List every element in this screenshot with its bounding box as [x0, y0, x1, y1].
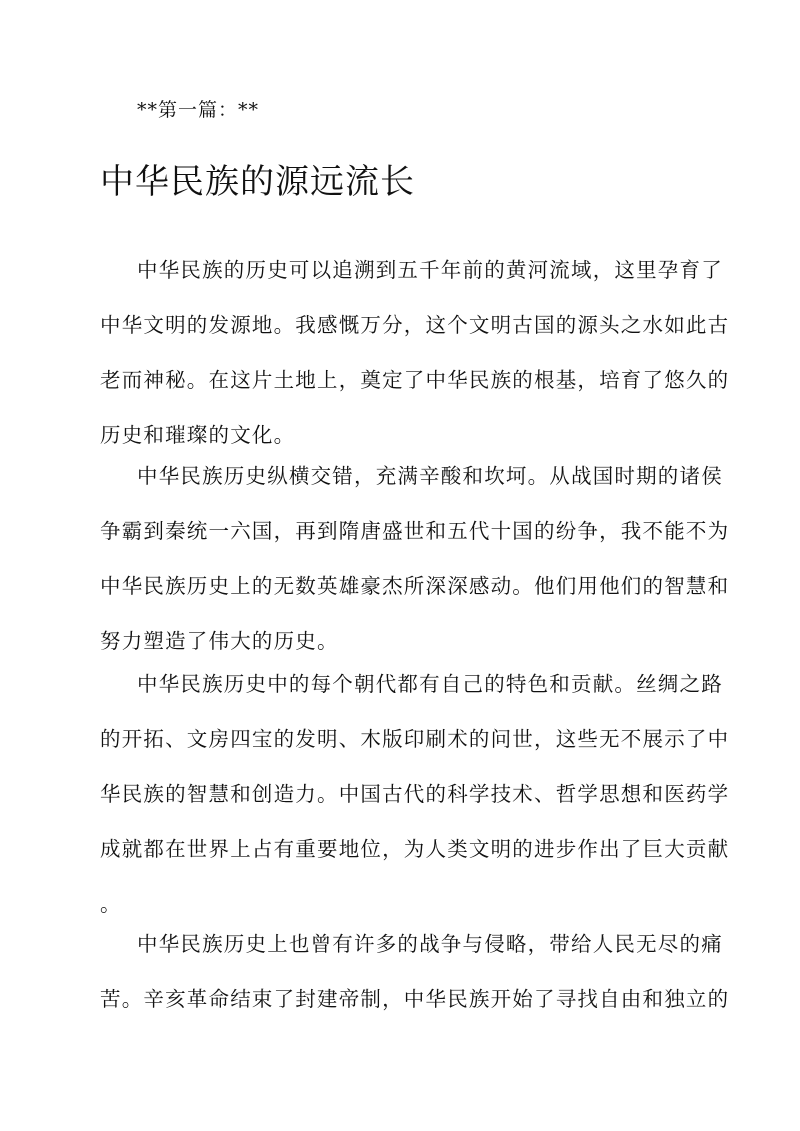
paragraph: [100, 928, 730, 1038]
paragraph-line: 努力塑造了伟大的历史。: [100, 629, 339, 653]
paragraph-line: 中华民族历史上的无数英雄豪杰所深深感动。他们用他们的智慧和: [100, 574, 730, 598]
paragraph: [100, 254, 730, 474]
paragraph-line: 中华民族的历史可以追溯到五千年前的黄河流域，这里孕育了: [137, 258, 723, 282]
paragraph-line: 中华民族历史上也曾有许多的战争与侵略，带给人民无尽的痛: [137, 932, 723, 956]
paragraph-line: 中华民族历史中的每个朝代都有自己的特色和贡献。丝绸之路: [137, 672, 723, 696]
paragraph-line: 历史和璀璨的文化。: [100, 423, 296, 447]
paragraph-line: 中华民族历史纵横交错，充满辛酸和坎坷。从战国时期的诸侯: [137, 464, 723, 488]
chapter-label: **第一篇：**: [137, 99, 260, 121]
paragraph: [100, 668, 730, 943]
paragraph-line: 的开拓、文房四宝的发明、木版印刷术的问世，这些无不展示了中: [100, 727, 730, 751]
page-title: 中华民族的源远流长: [100, 162, 415, 202]
paragraph-line: 成就都在世界上占有重要地位，为人类文明的进步作出了巨大贡献: [100, 837, 730, 861]
paragraph-line: 华民族的智慧和创造力。中国古代的科学技术、哲学思想和医药学: [100, 782, 730, 806]
paragraph-line: 老而神秘。在这片土地上，奠定了中华民族的根基，培育了悠久的: [100, 368, 730, 392]
paragraph: [100, 460, 730, 680]
paragraph-line: 。: [100, 892, 122, 916]
paragraph-line: 争霸到秦统一六国，再到隋唐盛世和五代十国的纷争，我不能不为: [100, 519, 730, 543]
paragraph-line: 中华文明的发源地。我感慨万分，这个文明古国的源头之水如此古: [100, 313, 730, 337]
paragraph-line: 苦。辛亥革命结束了封建帝制，中华民族开始了寻找自由和独立的: [100, 987, 730, 1011]
